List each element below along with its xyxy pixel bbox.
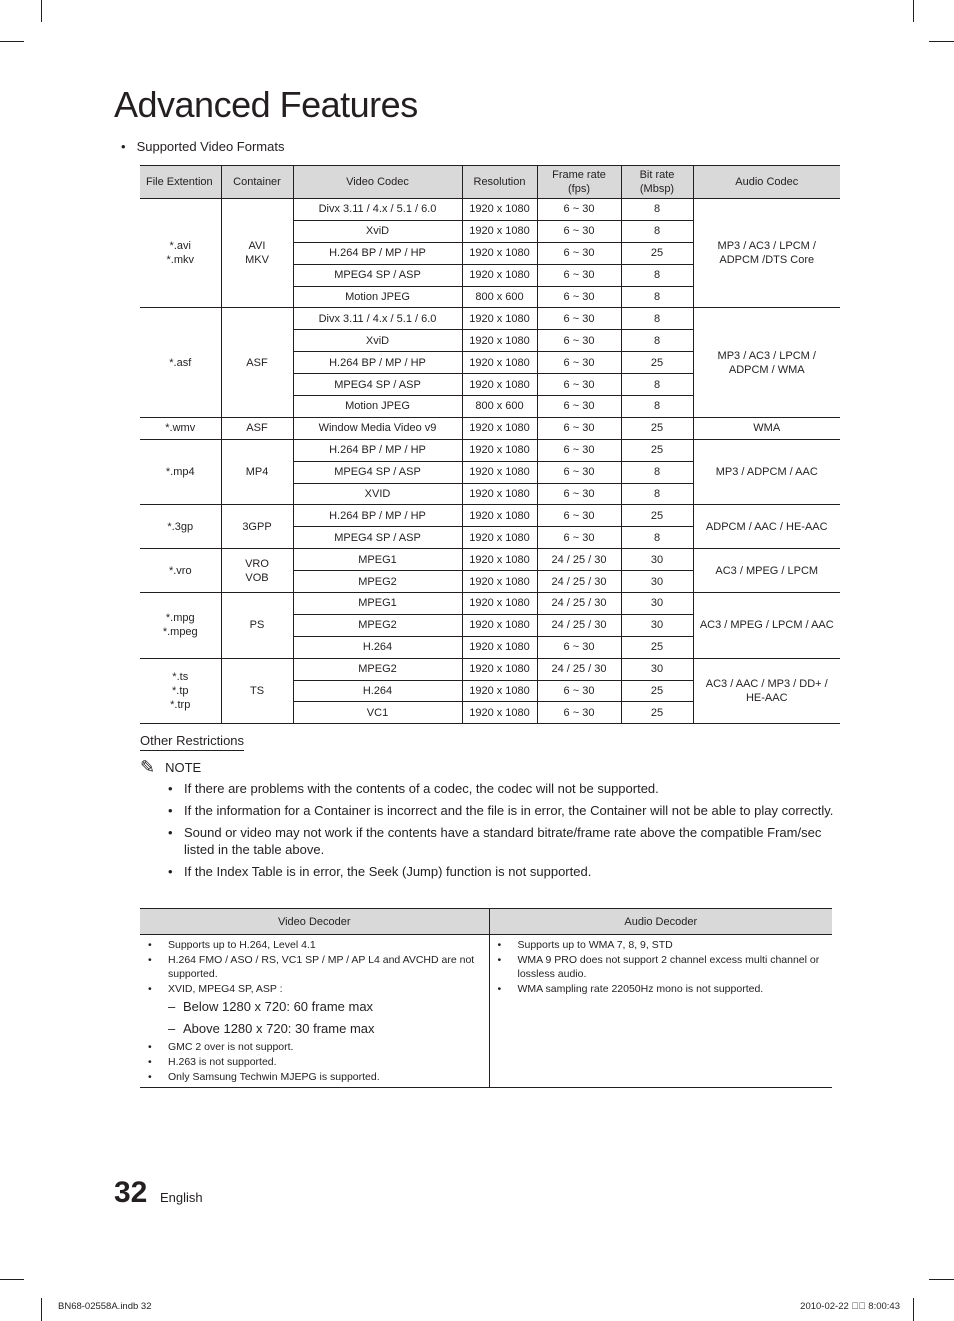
file-extension-cell: *.ts *.tp *.trp xyxy=(140,658,221,724)
footer-file-info: BN68-02558A.indb 32 xyxy=(58,1301,152,1312)
video-codec-cell: VC1 xyxy=(293,702,462,724)
column-header: Video Codec xyxy=(293,166,462,199)
list-item xyxy=(168,825,838,858)
video-codec-cell: MPEG4 SP / ASP xyxy=(293,461,462,483)
bit-rate-cell: 30 xyxy=(621,549,693,571)
list-item-text: XVID, MPEG4 SP, ASP : xyxy=(168,982,283,995)
frame-rate-cell: 6 ~ 30 xyxy=(537,461,621,483)
section-bullet xyxy=(121,139,284,154)
bit-rate-cell: 30 xyxy=(621,571,693,593)
audio-codec-cell: MP3 / ADPCM / AAC xyxy=(693,439,840,505)
bullet-glyph: • xyxy=(168,825,173,840)
file-extension-cell: *.vro xyxy=(140,549,221,593)
dash-glyph: – xyxy=(168,999,176,1015)
frame-rate-cell: 6 ~ 30 xyxy=(537,527,621,549)
list-item xyxy=(148,953,483,982)
column-header: Container xyxy=(221,166,293,199)
bullet-glyph: • xyxy=(121,139,126,154)
resolution-cell: 1920 x 1080 xyxy=(462,702,537,724)
video-codec-cell: XVID xyxy=(293,483,462,505)
list-item xyxy=(148,982,483,997)
video-codec-cell: H.264 BP / MP / HP xyxy=(293,505,462,527)
container-cell: MP4 xyxy=(221,439,293,505)
bullet-glyph: • xyxy=(168,863,173,879)
container-cell: VRO VOB xyxy=(221,549,293,593)
video-codec-cell: H.264 BP / MP / HP xyxy=(293,439,462,461)
table-row xyxy=(140,439,840,461)
audio-codec-cell: MP3 / AC3 / LPCM / ADPCM /DTS Core xyxy=(693,199,840,308)
list-item xyxy=(148,1070,483,1085)
frame-rate-cell: 24 / 25 / 30 xyxy=(537,593,621,615)
frame-rate-cell: 6 ~ 30 xyxy=(537,264,621,286)
sub-list-item xyxy=(148,1018,483,1040)
bit-rate-cell: 30 xyxy=(621,593,693,615)
video-codec-cell: Window Media Video v9 xyxy=(293,417,462,439)
pencil-icon: ✎ xyxy=(140,757,156,777)
column-header: Bit rate (Mbsp) xyxy=(621,166,693,199)
bit-rate-cell: 8 xyxy=(621,374,693,396)
list-item xyxy=(148,1055,483,1070)
bit-rate-cell: 25 xyxy=(621,417,693,439)
list-item-text: WMA sampling rate 22050Hz mono is not supported. xyxy=(517,982,764,995)
table-row xyxy=(140,199,840,221)
container-cell: AVI MKV xyxy=(221,199,293,308)
resolution-cell: 1920 x 1080 xyxy=(462,352,537,374)
resolution-cell: 1920 x 1080 xyxy=(462,374,537,396)
bullet-glyph: • xyxy=(148,1070,152,1083)
bit-rate-cell: 30 xyxy=(621,614,693,636)
file-extension-cell: *.avi *.mkv xyxy=(140,199,221,308)
frame-rate-cell: 6 ~ 30 xyxy=(537,352,621,374)
crop-mark xyxy=(0,1279,24,1280)
column-header: Frame rate (fps) xyxy=(537,166,621,199)
section-bullet-label: Supported Video Formats xyxy=(136,139,285,154)
file-extension-cell: *.mp4 xyxy=(140,439,221,505)
container-cell: ASF xyxy=(221,308,293,417)
video-codec-cell: MPEG4 SP / ASP xyxy=(293,527,462,549)
list-item-text: H.264 FMO / ASO / RS, VC1 SP / MP / AP L4 and AVCHD are not supported. xyxy=(168,953,475,981)
video-codec-cell: XviD xyxy=(293,330,462,352)
decoder-header-row xyxy=(140,909,832,935)
video-format-table xyxy=(140,165,840,724)
resolution-cell: 1920 x 1080 xyxy=(462,527,537,549)
table-row xyxy=(140,417,840,439)
bullet-glyph: • xyxy=(497,939,502,951)
audio-codec-cell: AC3 / AAC / MP3 / DD+ / HE-AAC xyxy=(693,658,840,724)
frame-rate-cell: 6 ~ 30 xyxy=(537,680,621,702)
note-heading xyxy=(140,758,201,776)
list-item xyxy=(498,938,827,953)
bit-rate-cell: 8 xyxy=(621,308,693,330)
bit-rate-cell: 25 xyxy=(621,352,693,374)
list-item xyxy=(498,953,827,982)
file-extension-cell: *.wmv xyxy=(140,417,221,439)
table-row xyxy=(140,549,840,571)
table-row xyxy=(140,593,840,615)
frame-rate-cell: 24 / 25 / 30 xyxy=(537,658,621,680)
frame-rate-cell: 6 ~ 30 xyxy=(537,483,621,505)
bit-rate-cell: 8 xyxy=(621,264,693,286)
resolution-cell: 800 x 600 xyxy=(462,286,537,308)
sub-list-item xyxy=(148,996,483,1018)
video-codec-cell: MPEG1 xyxy=(293,549,462,571)
bit-rate-cell: 30 xyxy=(621,658,693,680)
audio-codec-cell: AC3 / MPEG / LPCM xyxy=(693,549,840,593)
crop-mark xyxy=(929,41,954,42)
bullet-glyph: • xyxy=(168,803,173,818)
sub-list-item-text: Below 1280 x 720: 60 frame max xyxy=(183,999,374,1015)
crop-mark xyxy=(929,1279,954,1280)
table-row xyxy=(140,505,840,527)
bullet-glyph: • xyxy=(148,1041,152,1054)
video-codec-cell: H.264 xyxy=(293,680,462,702)
video-codec-cell: H.264 xyxy=(293,636,462,658)
video-codec-cell: MPEG4 SP / ASP xyxy=(293,374,462,396)
frame-rate-cell: 6 ~ 30 xyxy=(537,330,621,352)
bullet-glyph: • xyxy=(497,953,502,966)
table-row xyxy=(140,308,840,330)
video-decoder-cell xyxy=(140,935,489,1088)
bit-rate-cell: 25 xyxy=(621,702,693,724)
resolution-cell: 1920 x 1080 xyxy=(462,308,537,330)
table-header-row xyxy=(140,166,840,199)
bullet-glyph: • xyxy=(148,982,152,995)
page-number: 32 xyxy=(114,1176,148,1209)
bit-rate-cell: 8 xyxy=(621,330,693,352)
frame-rate-cell: 6 ~ 30 xyxy=(537,439,621,461)
file-extension-cell: *.asf xyxy=(140,308,221,417)
note-label: NOTE xyxy=(165,759,202,775)
resolution-cell: 1920 x 1080 xyxy=(462,417,537,439)
resolution-cell: 1920 x 1080 xyxy=(462,199,537,221)
frame-rate-cell: 6 ~ 30 xyxy=(537,199,621,221)
decoder-row xyxy=(140,935,832,1088)
resolution-cell: 1920 x 1080 xyxy=(462,658,537,680)
video-decoder-list xyxy=(148,938,483,1084)
audio-decoder-list xyxy=(498,938,827,996)
resolution-cell: 1920 x 1080 xyxy=(462,483,537,505)
footer-timestamp: 2010-02-22 ￿￿ 8:00:43 xyxy=(800,1301,900,1312)
bullet-glyph: • xyxy=(497,982,502,995)
column-header: Audio Codec xyxy=(693,166,840,199)
bit-rate-cell: 8 xyxy=(621,527,693,549)
video-codec-cell: MPEG2 xyxy=(293,571,462,593)
bullet-glyph: • xyxy=(148,939,152,951)
resolution-cell: 1920 x 1080 xyxy=(462,461,537,483)
video-codec-cell: MPEG2 xyxy=(293,658,462,680)
bit-rate-cell: 8 xyxy=(621,461,693,483)
frame-rate-cell: 24 / 25 / 30 xyxy=(537,614,621,636)
frame-rate-cell: 24 / 25 / 30 xyxy=(537,549,621,571)
list-item-text: If there are problems with the contents of a codec, the codec will not be supported. xyxy=(184,781,659,796)
video-codec-cell: MPEG1 xyxy=(293,593,462,615)
resolution-cell: 1920 x 1080 xyxy=(462,571,537,593)
resolution-cell: 1920 x 1080 xyxy=(462,680,537,702)
audio-decoder-cell xyxy=(489,935,832,1088)
frame-rate-cell: 6 ~ 30 xyxy=(537,702,621,724)
crop-mark xyxy=(41,0,42,22)
list-item xyxy=(148,1040,483,1055)
dash-glyph: – xyxy=(168,1021,176,1037)
video-codec-cell: Motion JPEG xyxy=(293,396,462,418)
table-row xyxy=(140,658,840,680)
sub-list-item-text: Above 1280 x 720: 30 frame max xyxy=(183,1021,375,1037)
frame-rate-cell: 6 ~ 30 xyxy=(537,308,621,330)
column-header: File Extention xyxy=(140,166,221,199)
audio-codec-cell: ADPCM / AAC / HE-AAC xyxy=(693,505,840,549)
resolution-cell: 1920 x 1080 xyxy=(462,264,537,286)
video-codec-cell: H.264 BP / MP / HP xyxy=(293,242,462,264)
list-item-text: H.263 is not supported. xyxy=(168,1055,277,1068)
container-cell: ASF xyxy=(221,417,293,439)
crop-mark xyxy=(0,41,24,42)
resolution-cell: 1920 x 1080 xyxy=(462,593,537,615)
crop-mark xyxy=(913,0,914,22)
crop-mark xyxy=(41,1298,42,1321)
bit-rate-cell: 8 xyxy=(621,220,693,242)
bit-rate-cell: 8 xyxy=(621,286,693,308)
video-codec-cell: H.264 BP / MP / HP xyxy=(293,352,462,374)
bit-rate-cell: 25 xyxy=(621,505,693,527)
bit-rate-cell: 25 xyxy=(621,439,693,461)
resolution-cell: 1920 x 1080 xyxy=(462,439,537,461)
list-item-text: If the Index Table is in error, the Seek (Jump) function is not supported. xyxy=(184,863,592,879)
resolution-cell: 1920 x 1080 xyxy=(462,220,537,242)
frame-rate-cell: 6 ~ 30 xyxy=(537,636,621,658)
bullet-glyph: • xyxy=(148,1055,152,1068)
file-extension-cell: *.mpg *.mpeg xyxy=(140,593,221,659)
resolution-cell: 1920 x 1080 xyxy=(462,636,537,658)
other-restrictions-heading: Other Restrictions xyxy=(140,733,244,751)
list-item xyxy=(168,864,838,881)
list-item-text: If the information for a Container is incorrect and the file is in error, the Container will not be able to play correctly. xyxy=(184,803,834,818)
list-item xyxy=(148,938,483,953)
list-item-text: GMC 2 over is not support. xyxy=(168,1041,294,1054)
bit-rate-cell: 25 xyxy=(621,242,693,264)
page-title: Advanced Features xyxy=(114,84,418,125)
file-extension-cell: *.3gp xyxy=(140,505,221,549)
bit-rate-cell: 8 xyxy=(621,396,693,418)
bit-rate-cell: 8 xyxy=(621,483,693,505)
video-decoder-header: Video Decoder xyxy=(140,909,489,935)
frame-rate-cell: 6 ~ 30 xyxy=(537,417,621,439)
column-header: Resolution xyxy=(462,166,537,199)
container-cell: TS xyxy=(221,658,293,724)
bit-rate-cell: 25 xyxy=(621,680,693,702)
container-cell: 3GPP xyxy=(221,505,293,549)
frame-rate-cell: 6 ~ 30 xyxy=(537,505,621,527)
resolution-cell: 1920 x 1080 xyxy=(462,549,537,571)
resolution-cell: 800 x 600 xyxy=(462,396,537,418)
video-codec-cell: Divx 3.11 / 4.x / 5.1 / 6.0 xyxy=(293,199,462,221)
frame-rate-cell: 6 ~ 30 xyxy=(537,396,621,418)
video-codec-cell: XviD xyxy=(293,220,462,242)
list-item-text: WMA 9 PRO does not support 2 channel excess multi channel or lossless audio. xyxy=(517,953,820,981)
video-codec-cell: Motion JPEG xyxy=(293,286,462,308)
list-item-text: Sound or video may not work if the contents have a standard bitrate/frame rate above the compatible Fram/sec listed in the table above. xyxy=(184,825,822,857)
bit-rate-cell: 8 xyxy=(621,199,693,221)
restrictions-list xyxy=(168,781,838,886)
frame-rate-cell: 6 ~ 30 xyxy=(537,286,621,308)
page-language: English xyxy=(160,1190,203,1205)
bullet-glyph: • xyxy=(148,953,152,966)
list-item xyxy=(168,803,838,820)
resolution-cell: 1920 x 1080 xyxy=(462,242,537,264)
frame-rate-cell: 24 / 25 / 30 xyxy=(537,571,621,593)
audio-decoder-header: Audio Decoder xyxy=(489,909,832,935)
list-item-text: Only Samsung Techwin MJEPG is supported. xyxy=(168,1070,380,1083)
resolution-cell: 1920 x 1080 xyxy=(462,330,537,352)
audio-codec-cell: AC3 / MPEG / LPCM / AAC xyxy=(693,593,840,659)
decoder-table xyxy=(140,908,832,1088)
list-item xyxy=(498,982,827,997)
crop-mark xyxy=(913,1298,914,1321)
list-item-text: Supports up to H.264, Level 4.1 xyxy=(168,939,316,951)
video-codec-cell: Divx 3.11 / 4.x / 5.1 / 6.0 xyxy=(293,308,462,330)
list-item-text: Supports up to WMA 7, 8, 9, STD xyxy=(517,939,673,951)
frame-rate-cell: 6 ~ 30 xyxy=(537,220,621,242)
frame-rate-cell: 6 ~ 30 xyxy=(537,374,621,396)
video-codec-cell: MPEG4 SP / ASP xyxy=(293,264,462,286)
resolution-cell: 1920 x 1080 xyxy=(462,505,537,527)
resolution-cell: 1920 x 1080 xyxy=(462,614,537,636)
container-cell: PS xyxy=(221,593,293,659)
bit-rate-cell: 25 xyxy=(621,636,693,658)
list-item xyxy=(168,781,838,798)
video-codec-cell: MPEG2 xyxy=(293,614,462,636)
bullet-glyph: • xyxy=(168,781,173,796)
frame-rate-cell: 6 ~ 30 xyxy=(537,242,621,264)
audio-codec-cell: WMA xyxy=(693,417,840,439)
audio-codec-cell: MP3 / AC3 / LPCM / ADPCM / WMA xyxy=(693,308,840,417)
